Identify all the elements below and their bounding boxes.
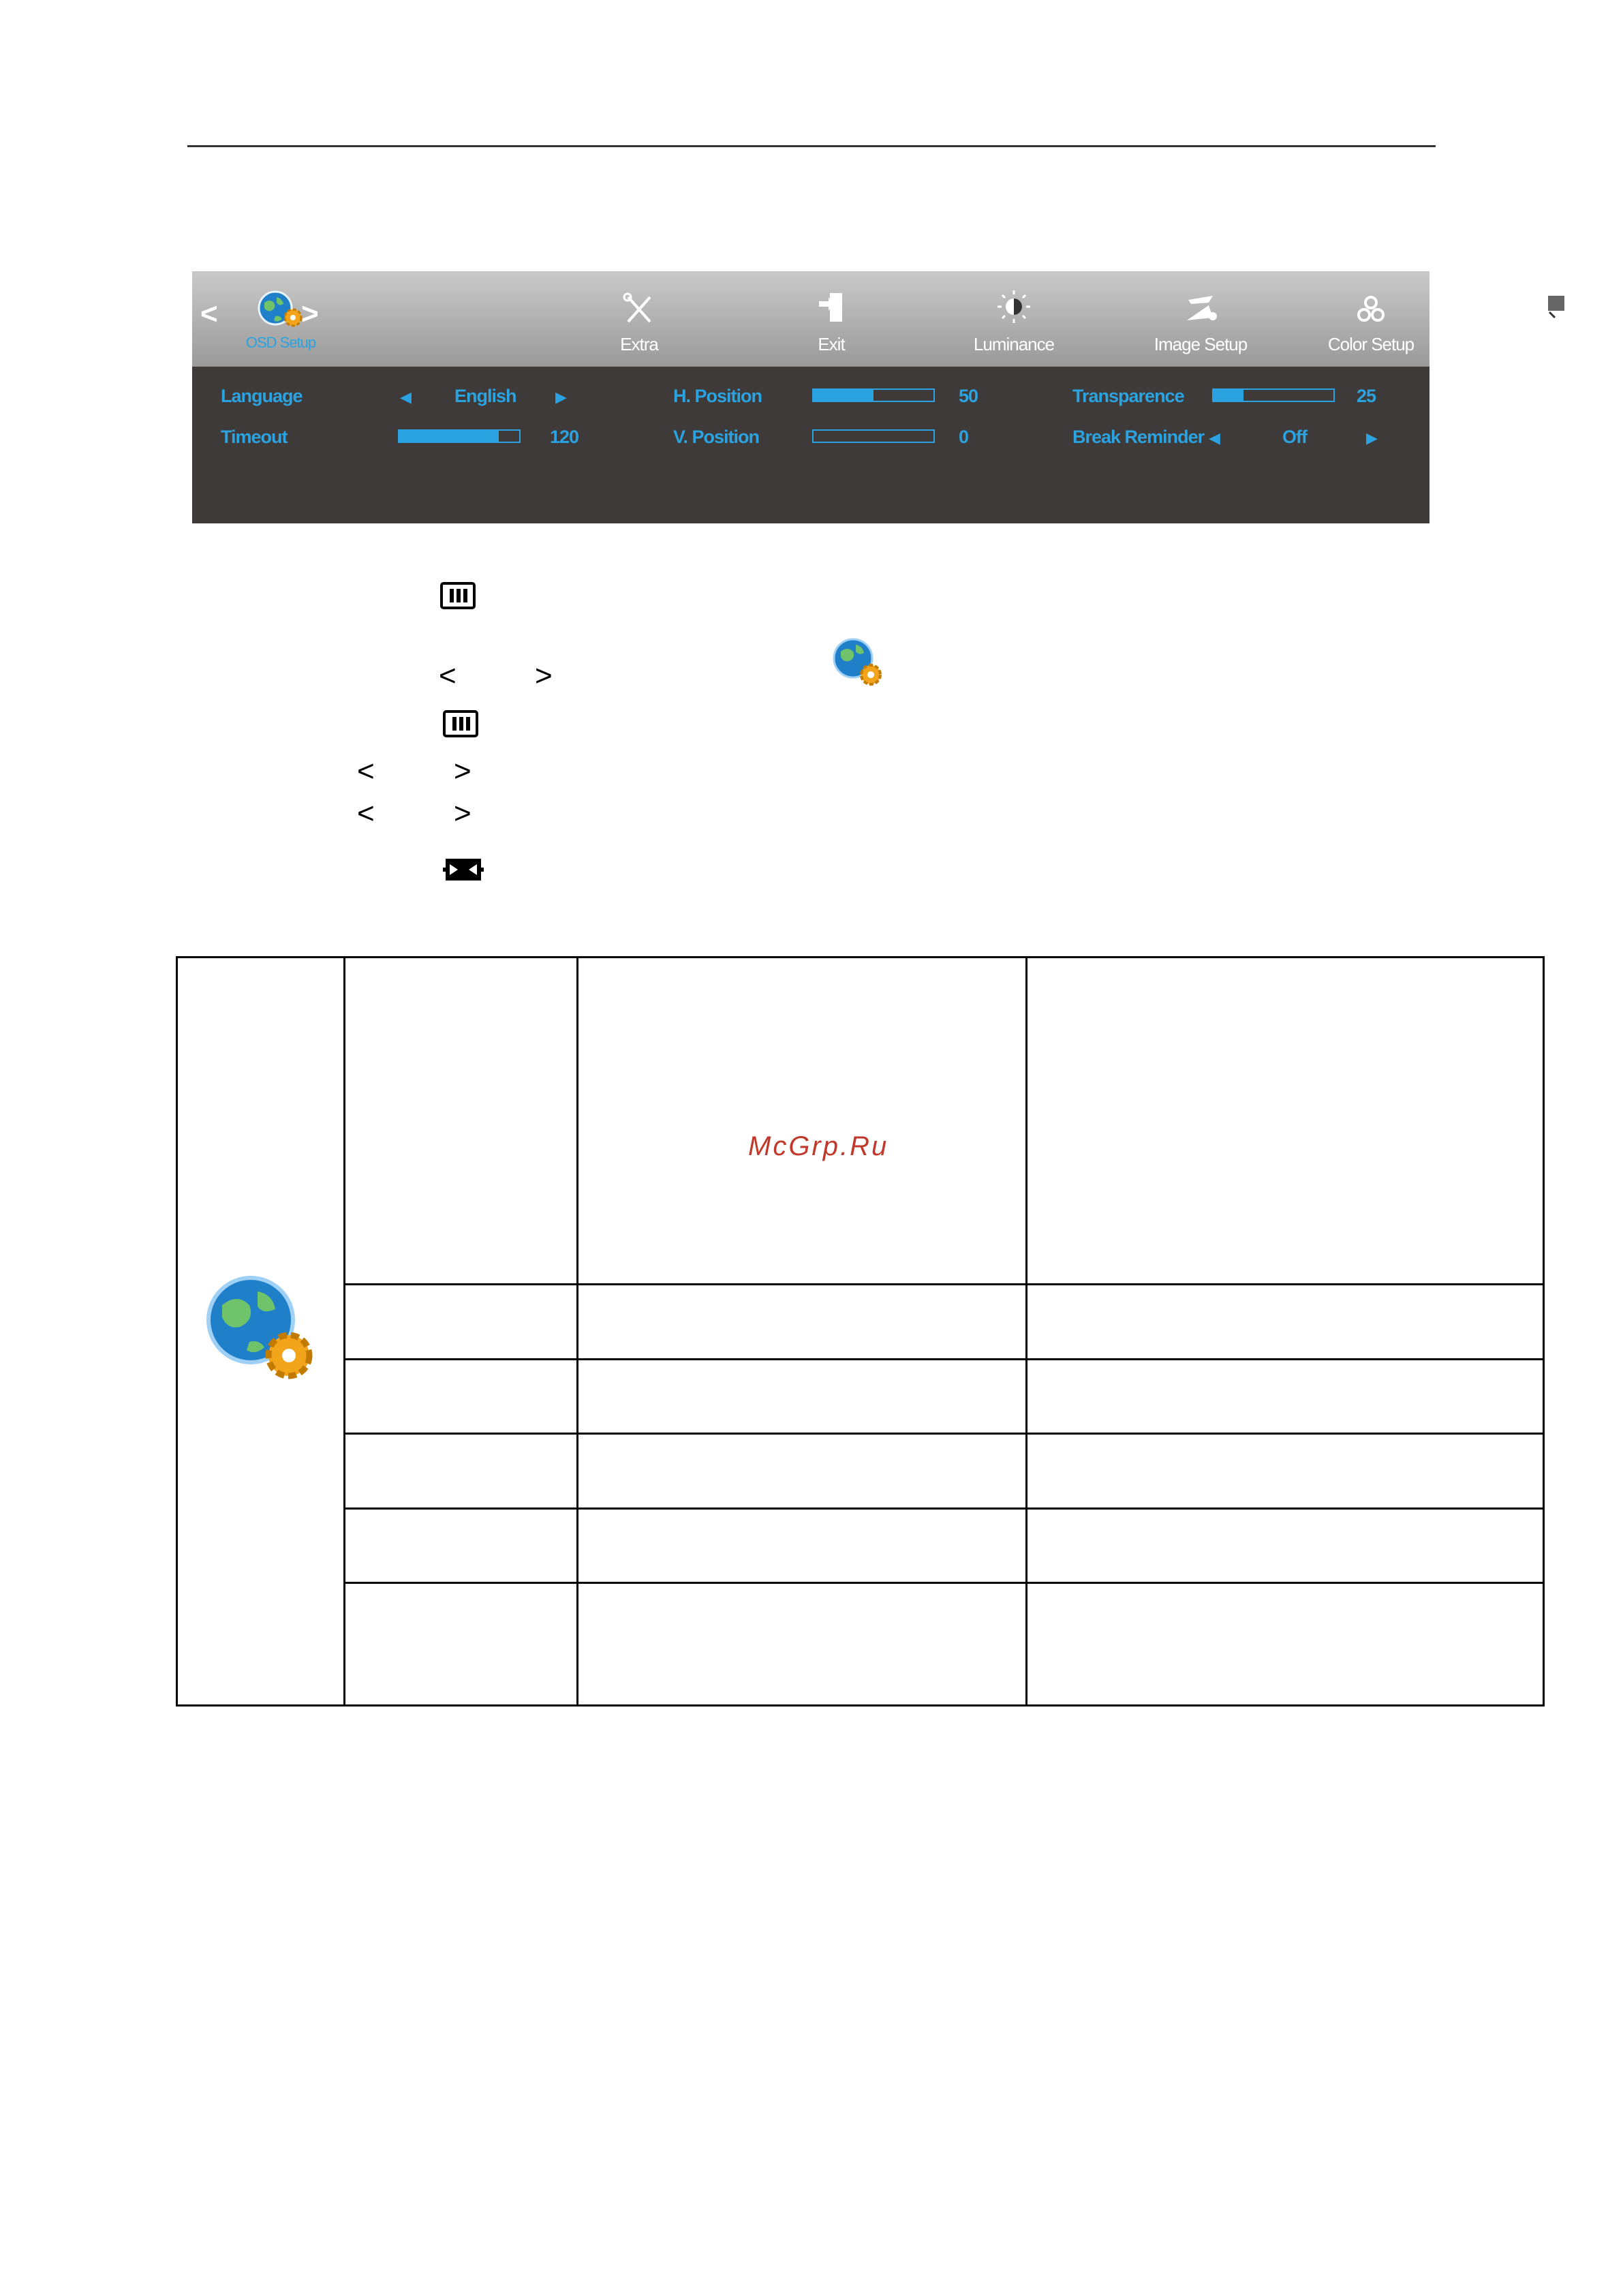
color-circles-icon: [1296, 289, 1446, 328]
tab-label: OSD Setup: [245, 334, 316, 351]
tab-label: Color Setup: [1327, 334, 1415, 354]
transparence-slider[interactable]: [1212, 388, 1335, 402]
tab-exit[interactable]: [756, 271, 906, 367]
language-right-arrow[interactable]: ▶: [555, 388, 567, 405]
timeout-fill: [399, 431, 499, 442]
menu-button-icon: [443, 710, 478, 737]
tab-color-setup[interactable]: [1296, 271, 1446, 367]
tab-image-setup[interactable]: [1126, 271, 1276, 367]
timeout-value: 120: [550, 427, 579, 447]
v-position-value: 0: [959, 427, 969, 447]
globe-gear-icon: [255, 289, 307, 328]
right-arrow-icon: >: [454, 754, 472, 788]
osd-tab-bar: [192, 271, 1592, 367]
tab-picture-boost[interactable]: [1469, 271, 1619, 367]
picture-boost-icon: [1469, 289, 1619, 328]
timeout-label: Timeout: [221, 427, 288, 447]
transparence-label: Transparence: [1072, 386, 1184, 406]
h-position-slider[interactable]: [812, 388, 935, 402]
language-label: Language: [221, 386, 303, 406]
timeout-slider[interactable]: [398, 429, 521, 443]
tab-label: Luminance: [973, 334, 1055, 354]
tab-label: Exit: [818, 334, 845, 354]
tools-icon: [564, 289, 714, 328]
break-reminder-left-arrow[interactable]: ◀: [1209, 429, 1220, 446]
break-reminder-label: Break Reminder: [1072, 427, 1205, 447]
break-reminder-right-arrow[interactable]: ▶: [1366, 429, 1378, 446]
header-rule: [187, 145, 1436, 147]
exit-door-icon: [756, 289, 906, 328]
tab-label: Extra: [620, 334, 658, 354]
tab-extra[interactable]: [564, 271, 714, 367]
menu-button-icon: [440, 582, 476, 609]
break-reminder-value[interactable]: Off: [1282, 427, 1307, 447]
left-arrow-icon: <: [439, 659, 457, 692]
left-arrow-icon: <: [357, 797, 375, 830]
tab-label: Picture Boost: [1496, 334, 1592, 354]
globe-gear-icon: [830, 635, 884, 690]
tab-label: Image Setup: [1154, 334, 1248, 354]
transparence-value: 25: [1357, 386, 1376, 406]
tab-osd-setup[interactable]: [179, 271, 383, 367]
v-position-slider[interactable]: [812, 429, 935, 443]
enter-button-icon: [443, 857, 484, 882]
language-value[interactable]: English: [454, 386, 516, 406]
h-position-fill: [814, 390, 874, 401]
osd-menu: [192, 271, 1592, 523]
right-arrow-icon: >: [454, 797, 472, 830]
v-position-label: V. Position: [673, 427, 760, 447]
h-position-label: H. Position: [673, 386, 762, 406]
image-setup-icon: [1126, 289, 1276, 328]
right-arrow-icon: >: [535, 659, 553, 692]
tab-luminance[interactable]: [939, 271, 1089, 367]
osd-next-arrow[interactable]: >: [301, 297, 319, 331]
osd-prev-arrow[interactable]: <: [200, 297, 218, 331]
watermark: McGrp.Ru: [748, 1131, 889, 1161]
globe-gear-icon: [202, 1271, 318, 1387]
settings-table: [176, 956, 1545, 1706]
transparence-fill: [1214, 390, 1243, 401]
sun-icon: [939, 289, 1089, 328]
h-position-value: 50: [959, 386, 978, 406]
left-arrow-icon: <: [357, 754, 375, 788]
language-left-arrow[interactable]: ◀: [400, 388, 412, 405]
